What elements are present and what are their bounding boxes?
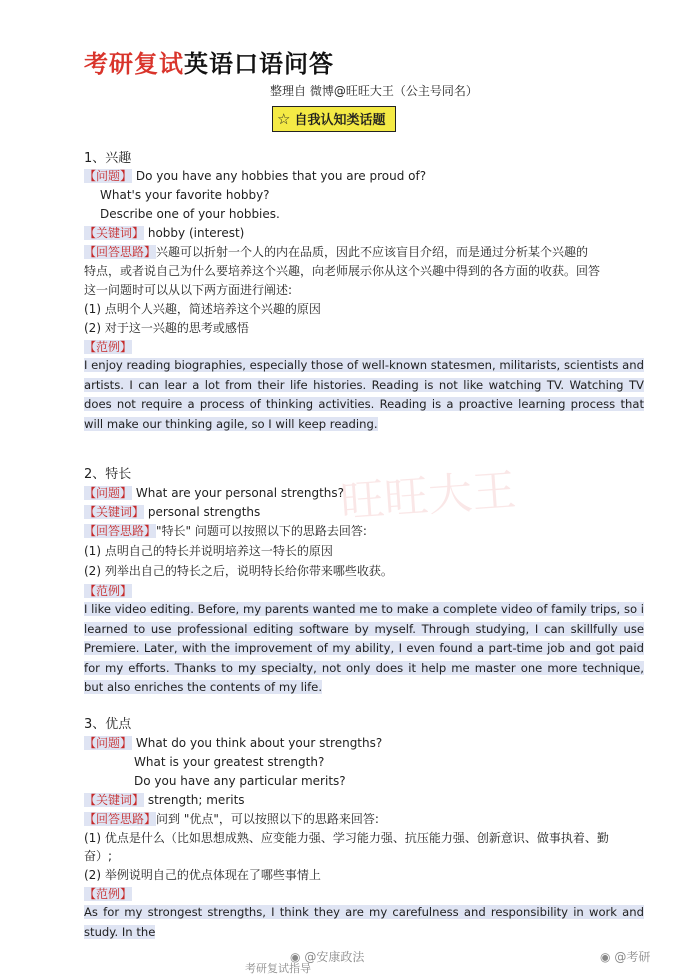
idea-line: 【回答思路】兴趣可以折射一个人的内在品质，因此不应该盲目介绍，而是通过分析某个兴趣的	[84, 245, 589, 259]
keyword-line: 【关键词】 strength; merits	[84, 793, 245, 807]
weibo-icon: ◉	[290, 950, 301, 964]
section-heading: 1、兴趣	[84, 151, 132, 166]
question-line: What is your greatest strength?	[134, 755, 325, 769]
point-line: (1) 点明个人兴趣，简述培养这个兴趣的原因	[84, 302, 321, 316]
page-title	[84, 44, 334, 79]
example-tag: 【范例】	[84, 340, 133, 354]
weibo-watermark-left: ◉ @安康政法	[290, 950, 365, 964]
question-line: 【问题】 Do you have any hobbies that you are proud of?	[84, 169, 427, 183]
topic-badge	[272, 106, 396, 132]
watermark: 旺旺大王	[338, 464, 518, 529]
point-line: (2) 列举出自己的特长之后，说明特长给你带来哪些收获。	[84, 564, 393, 578]
point-line: (1) 优点是什么（比如思想成熟、应变能力强、学习能力强、抗压能力强、创新意识、做事执着、勤	[84, 831, 609, 845]
star-icon: ☆	[277, 110, 291, 128]
idea-line: 特点，或者说自己为什么要培养这个兴趣，向老师展示你从这个兴趣中得到的各方面的收获。回答	[84, 264, 601, 278]
title-red-part: 考研复试	[84, 50, 184, 78]
example-tag: 【范例】	[84, 887, 133, 901]
point-line: (2) 对于这一兴趣的思考或感悟	[84, 321, 249, 335]
keyword-line: 【关键词】 hobby (interest)	[84, 226, 245, 240]
point-line: (1) 点明自己的特长并说明培养这一特长的原因	[84, 544, 333, 558]
point-line: (2) 举例说明自己的优点体现在了哪些事情上	[84, 868, 321, 882]
keyword-line: 【关键词】 personal strengths	[84, 505, 261, 519]
section-heading: 3、优点	[84, 717, 132, 732]
example-paragraph: I enjoy reading biographies, especially those of well-known statesmen, militarists, scientists and artists. I can lear a lot from their life histories. Reading is not like watching TV. Watching TV does not require a process of thinking activities. Reading is a proactive learning process that will make our thinking agile, so I will keep reading.	[84, 358, 644, 431]
example-paragraph: As for my strongest strengths, I think they are my carefulness and responsibility in work and study. In the	[84, 905, 644, 939]
topic-label: 自我认知类话题	[294, 113, 386, 128]
question-line: 【问题】 What do you think about your strengths?	[84, 736, 383, 750]
footer-caption: 考研复试指导	[245, 962, 311, 975]
source-credit: 整理自 微博@旺旺大王（公主号同名）	[270, 84, 478, 98]
section-heading: 2、特长	[84, 467, 132, 482]
idea-line: 这一问题时可以从以下两方面进行阐述:	[84, 283, 293, 297]
question-line: Do you have any particular merits?	[134, 774, 346, 788]
example-tag: 【范例】	[84, 584, 133, 598]
title-black-part: 英语口语问答	[184, 50, 334, 78]
idea-line: 【回答思路】问到 "优点"，可以按照以下的思路来回答:	[84, 812, 379, 826]
weibo-watermark-right: ◉ @考研	[600, 950, 651, 964]
weibo-icon: ◉	[600, 950, 611, 964]
question-line: 【问题】 What are your personal strengths?	[84, 486, 345, 500]
example-paragraph: I like video editing. Before, my parents wanted me to make a complete video of family trips, so i learned to use professional editing software by myself. Through studying, I can skillfully use Premiere. Later, with the improvement of my ability, I even found a part-time job and got paid for my efforts. Thanks to my specialty, not only does it help me master one more technique, but also enriches the contents of my life.	[84, 602, 644, 694]
idea-line: 【回答思路】"特长" 问题可以按照以下的思路去回答:	[84, 524, 367, 538]
question-line: Describe one of your hobbies.	[100, 207, 280, 221]
point-line: 奋）;	[84, 849, 113, 863]
question-line: What's your favorite hobby?	[100, 188, 270, 202]
